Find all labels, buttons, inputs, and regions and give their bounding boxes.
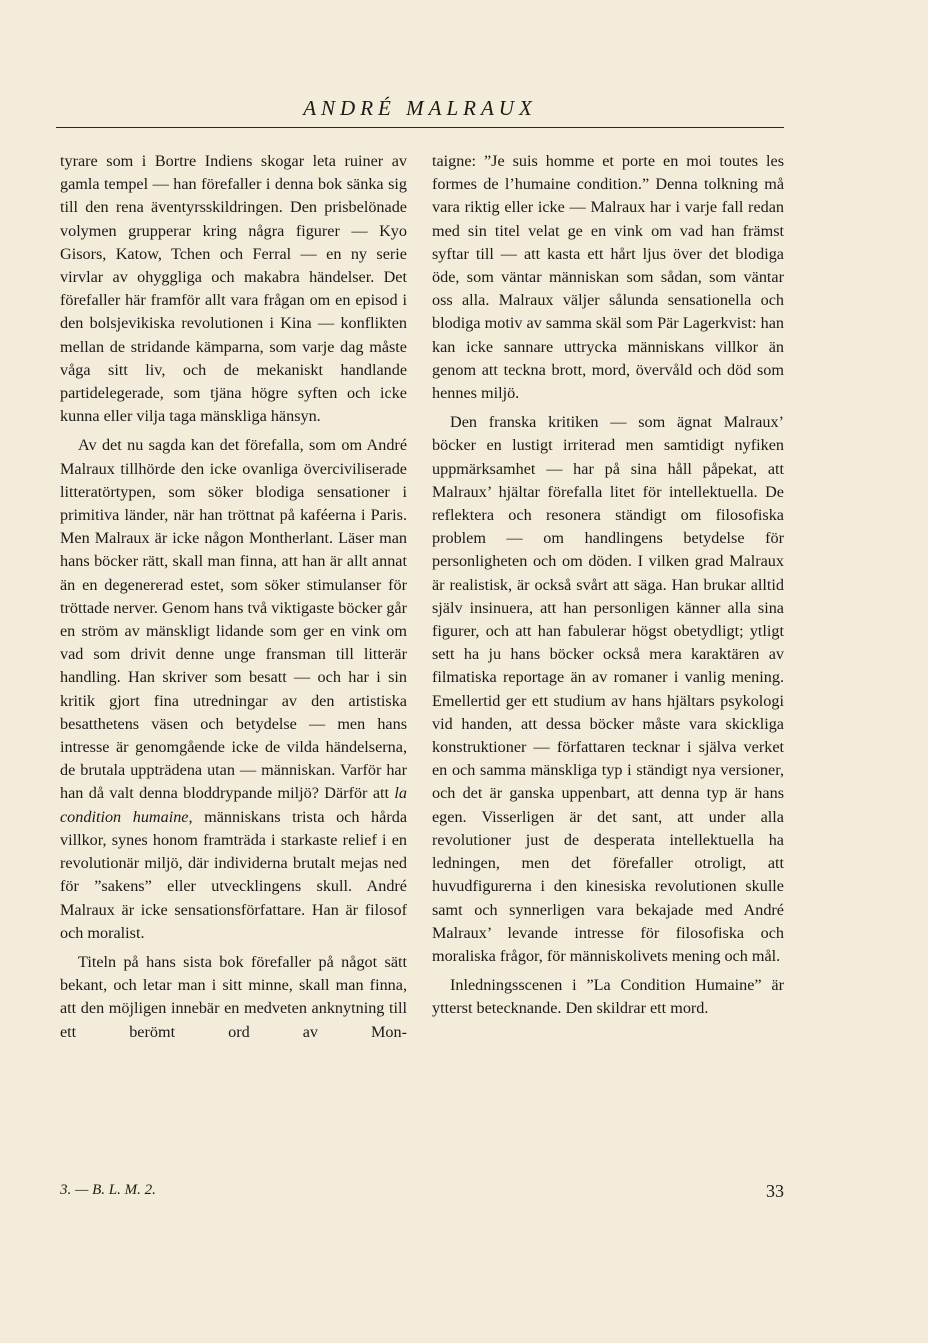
right-column [432,150,784,1027]
signature-mark: 3. — B. L. M. 2. [60,1182,156,1198]
left-column [60,150,407,1050]
paragraph [60,434,407,944]
running-title: ANDRÉ MALRAUX [303,96,537,120]
paragraph: taigne: ”Je suis homme et porte en moi toutes les formes de l’humaine condition.” Denna tolkning må vara riktig eller icke — Malraux har i varje fall redan med sin titel velat ge en vink om vad han främst syftar till — att kasta ett hårt ljus över det blodiga öde, som väntar människan som sådan, som väntar oss alla. Malraux väljer sålunda sensationella och blodiga motiv av samma skäl som Pär Lagerkvist: han kan icke sannare uttrycka människans villkor än genom att teckna brott, mord, övervåld och död som hennes miljö. [432,152,784,403]
paragraph: Den franska kritiken — som ägnat Malraux’ böcker en lustigt irriterad men samtidigt nyfiken uppmärksamhet — har på sina håll påpekat, att Malraux’ hjältar förefalla litet för intellektuella. De reflektera och resonera ständigt om filosofiska problem — om handlingens betydelse för personligheten och om döden. I vilken grad Malraux är realistisk, är också svårt att säga. Han brukar alltid själv insinuera, att han personligen känner alla sina figurer, och att han fabulerar högst obetydligt; ytligt sett ha ju hans böcker också mera karaktären av filmatiska reportage än av romaner i vanlig mening. Emellertid ger ett studium av hans hjältars psykologi vid handen, att dessa böcker måste vara skickliga konstruktioner — författaren tecknar i själva verket en och samma mänskliga typ i ständigt nya versioner, och det är ganska uppenbart, att denna typ är hans egen. Visserligen är det sant, att under alla revolutioner just de desperata intellektuella ha ledningen, men det förefaller otroligt, att huvudfigurerna i den kinesiska revolutionen skulle samt och synnerligen vara bekajade med André Malraux’ levande intresse för filosofiska och moraliska frågor, för människolivets mening och mål. [432,413,784,965]
paragraph: tyrare som i Bortre Indiens skogar leta ruiner av gamla tempel — han förefaller i denna bok sänka sig till den rena äventyrsskildringen. Den prisbelönade volymen grupperar kring några figurer — Kyo Gisors, Katow, Tchen och Ferral — en ny serie virvlar av ohyggliga och makabra händelser. Det förefaller här framför allt vara frågan om en episod i den bolsjevikiska revolutionen i Kina — konflikten mellan de stridande kämparna, som varje dag måste våga sitt liv, och de mekaniskt handlande partidelegerade, som tjäna högre syften och icke kunna eller vilja taga mänskliga hänsyn. [60,152,407,426]
paragraph-text: Av det nu sagda kan det förefalla, som om André Malraux tillhörde den icke ovanliga överciviliserade litteratörtypen, som söker blodiga sensationer i primitiva länder, när han tröttnat på kaféerna i Paris. Men Malraux är icke någon Montherlant. Läser man hans böcker rätt, skall man finna, att han är allt annat än en degenererad estet, som söker stimulanser för tröttade nerver. Genom hans två viktigaste böcker går en ström av mänskligt lidande som ger en vink om vad som drivit denne unge fransman till litterär handling. Han skriver som besatt — och har i sin kritik gjort fina utredningar av den artistiska besatthetens väsen och betydelse — men hans intresse är genomgående icke de vilda händelserna, de brutala uppträdena utan — människan. Varför har han då valt denna bloddrypande miljö? Därför att [60,436,408,803]
paragraph: Inledningsscenen i ”La Condition Humaine” är ytterst betecknande. Den skildrar ett mord. [432,976,784,1018]
paragraph-text: människans trista och hårda villkor, synes honom framträda i starkaste relief i en revolutionär miljö, där individerna brutalt mejas ned för ”sakens” eller utvecklingens skull. André Malraux är icke sensationsförfattare. Han är filosof och moralist. [60,807,407,942]
header-rule [56,127,784,128]
italic-phrase: la condition humaine, [60,784,408,826]
paragraph: Titeln på hans sista bok förefaller på något sätt bekant, och letar man i sitt minne, skall man finna, att den möjligen innebär en medveten anknytning till ett berömt ord av Mon- [60,952,407,1041]
page-number: 33 [766,1181,784,1201]
